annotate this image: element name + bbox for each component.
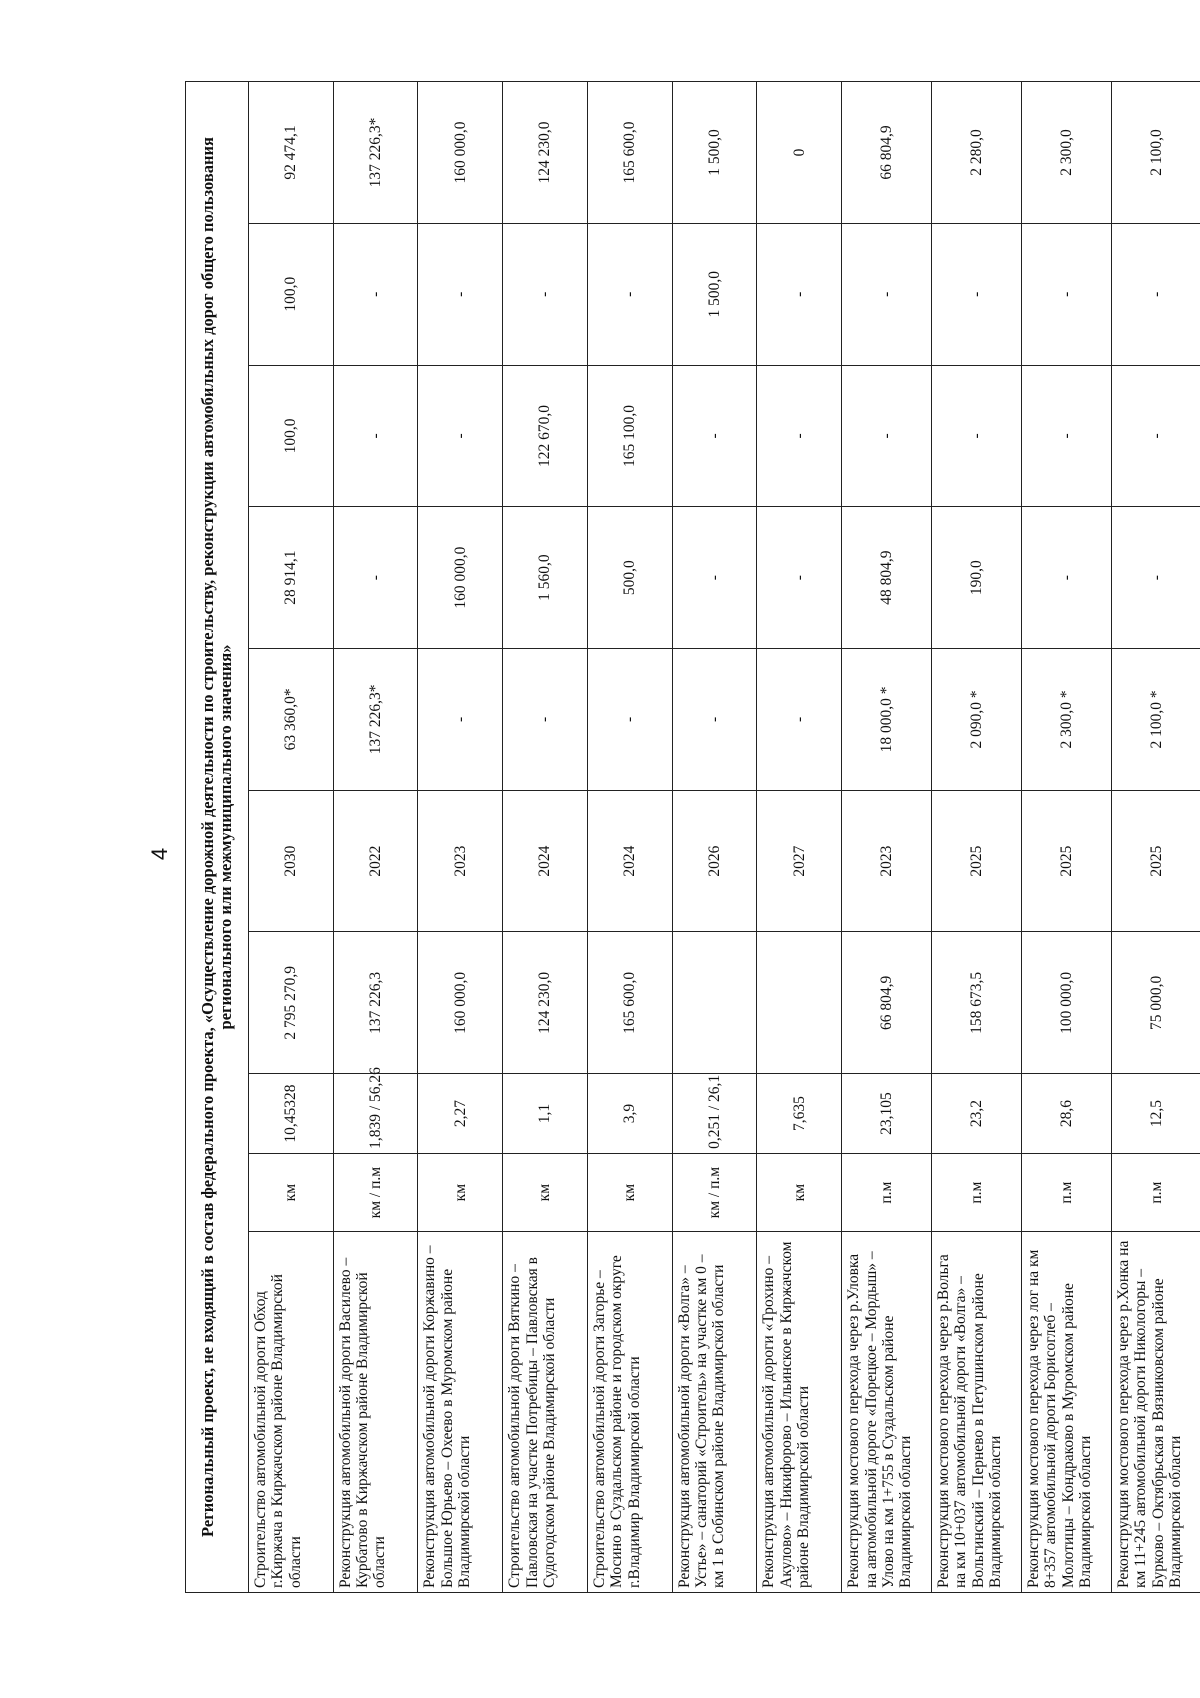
- value-cell-1: -: [672, 649, 757, 791]
- unit-cell: км: [757, 1153, 842, 1231]
- value-cell-2: 48 804,9: [842, 507, 932, 649]
- length-cell: 12,5: [1112, 1074, 1200, 1154]
- project-name-cell: Реконструкция автомобильной дороги «Волга» – Устье» – санаторий «Строитель» на участке км 0 – км 1 в Собинском районе Владимирской области: [672, 1232, 757, 1593]
- value-cell-2: -: [333, 507, 418, 649]
- project-name-cell: Реконструкция мостового перехода через р.Хонка на км 11+245 автомобильной дороги Никологоры – Бурково – Октябрьская в Вязниковском районе Владимирской области: [1112, 1232, 1200, 1593]
- table-row: [333, 82, 418, 1593]
- cost-cell: 124 230,0: [503, 932, 588, 1074]
- value-cell-4: -: [333, 223, 418, 365]
- length-cell: 1,839 / 56,26: [333, 1074, 418, 1154]
- cost-cell: [672, 932, 757, 1074]
- value-cell-3: -: [757, 365, 842, 507]
- cost-cell: 165 600,0: [587, 932, 672, 1074]
- project-name-cell: Реконструкция автомобильной дороги «Трохино – Акулово» – Никифорово – Ильинское в Киржачском районе Владимирской области: [757, 1232, 842, 1593]
- table-row: [503, 82, 588, 1593]
- total-cell: 160 000,0: [418, 82, 503, 224]
- value-cell-4: -: [1112, 223, 1200, 365]
- value-cell-4: -: [418, 223, 503, 365]
- length-cell: 7,635: [757, 1074, 842, 1154]
- cost-cell: 158 673,5: [932, 932, 1022, 1074]
- year-cell: 2023: [842, 790, 932, 932]
- value-cell-4: -: [587, 223, 672, 365]
- value-cell-3: -: [418, 365, 503, 507]
- unit-cell: км: [503, 1153, 588, 1231]
- unit-cell: км / п.м: [333, 1153, 418, 1231]
- value-cell-4: 100,0: [249, 223, 334, 365]
- value-cell-3: 165 100,0: [587, 365, 672, 507]
- unit-cell: км: [418, 1153, 503, 1231]
- value-cell-4: -: [503, 223, 588, 365]
- total-cell: 2 280,0: [932, 82, 1022, 224]
- value-cell-4: -: [757, 223, 842, 365]
- unit-cell: п.м: [842, 1153, 932, 1231]
- value-cell-2: -: [672, 507, 757, 649]
- table-row: [757, 82, 842, 1593]
- value-cell-1: 2 300,0 *: [1022, 649, 1112, 791]
- total-cell: 66 804,9: [842, 82, 932, 224]
- cost-cell: 100 000,0: [1022, 932, 1112, 1074]
- length-cell: 2,27: [418, 1074, 503, 1154]
- length-cell: 23,105: [842, 1074, 932, 1154]
- value-cell-2: 160 000,0: [418, 507, 503, 649]
- year-cell: 2022: [333, 790, 418, 932]
- rotated-table-container: [185, 81, 1200, 1593]
- unit-cell: км: [249, 1153, 334, 1231]
- unit-cell: п.м: [1112, 1153, 1200, 1231]
- total-cell: 137 226,3*: [333, 82, 418, 224]
- value-cell-4: -: [932, 223, 1022, 365]
- year-cell: 2025: [932, 790, 1022, 932]
- table-row: [1022, 82, 1112, 1593]
- total-cell: 2 100,0: [1112, 82, 1200, 224]
- value-cell-4: -: [1022, 223, 1112, 365]
- value-cell-3: 122 670,0: [503, 365, 588, 507]
- table-row: [587, 82, 672, 1593]
- value-cell-3: 100,0: [249, 365, 334, 507]
- year-cell: 2027: [757, 790, 842, 932]
- value-cell-2: -: [757, 507, 842, 649]
- cost-cell: 160 000,0: [418, 932, 503, 1074]
- year-cell: 2024: [587, 790, 672, 932]
- value-cell-2: 28 914,1: [249, 507, 334, 649]
- unit-cell: п.м: [1022, 1153, 1112, 1231]
- value-cell-2: 500,0: [587, 507, 672, 649]
- table-row: [249, 82, 334, 1593]
- cost-cell: 75 000,0: [1112, 932, 1200, 1074]
- table-row: [1112, 82, 1200, 1593]
- value-cell-1: 137 226,3*: [333, 649, 418, 791]
- project-name-cell: Реконструкция автомобильной дороги Василево – Курбатово в Киржачском районе Владимирской области: [333, 1232, 418, 1593]
- total-cell: 1 500,0: [672, 82, 757, 224]
- value-cell-2: -: [1112, 507, 1200, 649]
- value-cell-1: 18 000,0 *: [842, 649, 932, 791]
- value-cell-3: -: [1112, 365, 1200, 507]
- cost-cell: 137 226,3: [333, 932, 418, 1074]
- total-cell: 0: [757, 82, 842, 224]
- value-cell-2: 1 560,0: [503, 507, 588, 649]
- project-name-cell: Строительство автомобильной дороги Вяткино – Павловская на участке Потребицы – Павловская в Судогодском районе Владимирской области: [503, 1232, 588, 1593]
- cost-cell: 66 804,9: [842, 932, 932, 1074]
- value-cell-3: -: [932, 365, 1022, 507]
- project-name-cell: Реконструкция мостового перехода через р.Вольга на км 10+037 автомобильной дороги «Волга» – Вольгинский – Пернeво в Петушинском районе Владимирской области: [932, 1232, 1022, 1593]
- length-cell: 3,9: [587, 1074, 672, 1154]
- year-cell: 2024: [503, 790, 588, 932]
- total-cell: 92 474,1: [249, 82, 334, 224]
- value-cell-1: 2 090,0 *: [932, 649, 1022, 791]
- value-cell-1: -: [503, 649, 588, 791]
- unit-cell: п.м: [932, 1153, 1022, 1231]
- value-cell-3: -: [333, 365, 418, 507]
- value-cell-3: -: [842, 365, 932, 507]
- table-body: [249, 82, 1200, 1593]
- total-cell: 165 600,0: [587, 82, 672, 224]
- length-cell: 0,251 / 26,1: [672, 1074, 757, 1154]
- total-cell: 124 230,0: [503, 82, 588, 224]
- length-cell: 1,1: [503, 1074, 588, 1154]
- value-cell-2: 190,0: [932, 507, 1022, 649]
- project-name-cell: Строительство автомобильной дороги Загорье – Мосино в Суздальском районе и городском округе г.Владимир Владимирской области: [587, 1232, 672, 1593]
- table-row: [672, 82, 757, 1593]
- table-row: [418, 82, 503, 1593]
- project-name-cell: Реконструкция автомобильной дороги Коржавино – Большое Юрьево – Охеево в Муромском районе Владимирской области: [418, 1232, 503, 1593]
- unit-cell: км: [587, 1153, 672, 1231]
- length-cell: 28,6: [1022, 1074, 1112, 1154]
- road-projects-table: [185, 81, 1200, 1593]
- length-cell: 23,2: [932, 1074, 1022, 1154]
- table-row: [932, 82, 1022, 1593]
- project-name-cell: Строительство автомобильной дороги Обход г.Киржача в Киржачском районе Владимирской области: [249, 1232, 334, 1593]
- value-cell-1: -: [587, 649, 672, 791]
- length-cell: 10,45328: [249, 1074, 334, 1154]
- project-name-cell: Реконструкция мостового перехода через р.Уловка на автомобильной дороге «Порецкое – Мордыш» – Улово на км 1+755 в Суздальском районе Владимирской области: [842, 1232, 932, 1593]
- value-cell-4: 1 500,0: [672, 223, 757, 365]
- value-cell-2: -: [1022, 507, 1112, 649]
- total-cell: 2 300,0: [1022, 82, 1112, 224]
- year-cell: 2025: [1112, 790, 1200, 932]
- value-cell-1: 63 360,0*: [249, 649, 334, 791]
- project-name-cell: Реконструкция мостового перехода через лог на км 8+357 автомобильной дороги Борисоглеб – Молотицы – Кондраково в Муромском районе Владимирской области: [1022, 1232, 1112, 1593]
- cost-cell: [757, 932, 842, 1074]
- cost-cell: 2 795 270,9: [249, 932, 334, 1074]
- value-cell-1: 2 100,0 *: [1112, 649, 1200, 791]
- year-cell: 2025: [1022, 790, 1112, 932]
- year-cell: 2030: [249, 790, 334, 932]
- value-cell-1: -: [757, 649, 842, 791]
- value-cell-1: -: [418, 649, 503, 791]
- table-title: Региональный проект, не входящий в состав федерального проекта, «Осуществление дорожной деятельности по строительству, реконструкции автомобильных дорог общего пользования регионального или межмуниципального значения»: [186, 82, 249, 1593]
- table-row: [842, 82, 932, 1593]
- year-cell: 2023: [418, 790, 503, 932]
- unit-cell: км / п.м: [672, 1153, 757, 1231]
- value-cell-4: -: [842, 223, 932, 365]
- value-cell-3: -: [672, 365, 757, 507]
- value-cell-3: -: [1022, 365, 1112, 507]
- page-number: 4: [147, 847, 172, 861]
- year-cell: 2026: [672, 790, 757, 932]
